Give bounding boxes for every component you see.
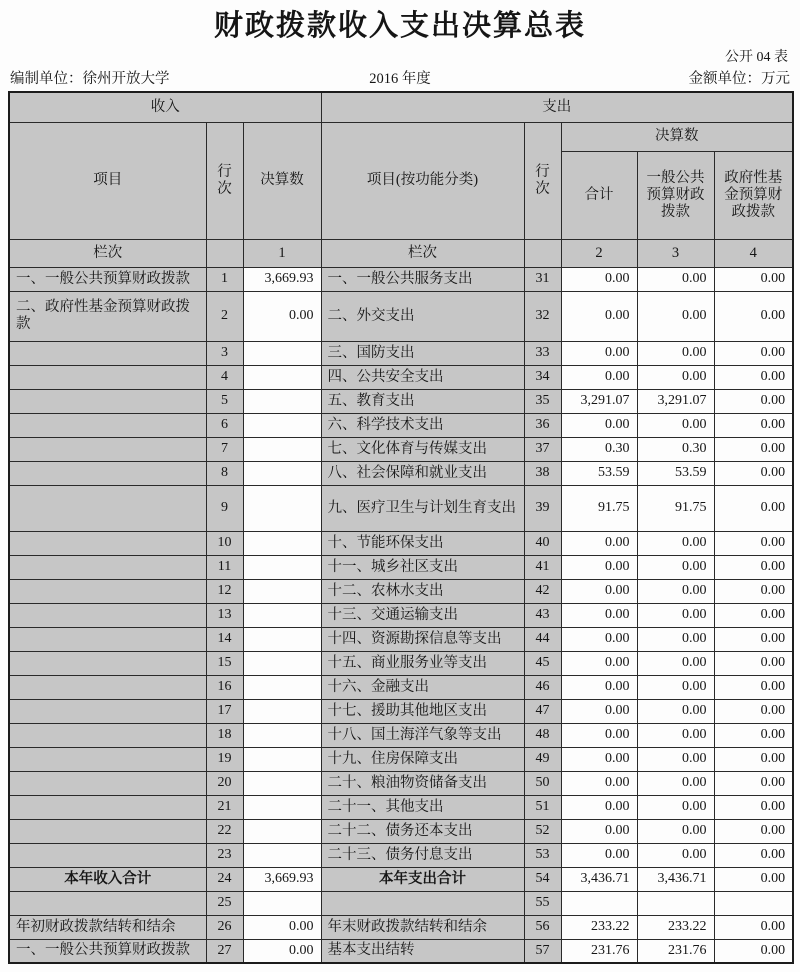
income-item-cell [9,437,206,461]
income-line-cell: 3 [206,341,243,365]
expense-item-cell: 基本支出结转 [321,939,524,963]
income-item-cell: 二、政府性基金预算财政拨款 [9,291,206,341]
expense-line-cell: 43 [524,603,561,627]
expense-general-budget-cell: 0.00 [637,819,714,843]
expense-line-cell: 45 [524,651,561,675]
expense-line-cell: 49 [524,747,561,771]
income-value-cell [243,555,321,579]
income-lanci-blank [206,239,243,267]
income-line-cell: 9 [206,485,243,531]
table-row [9,891,793,915]
expense-general-budget-cell: 0.00 [637,747,714,771]
expense-gov-fund-cell: 0.00 [714,675,793,699]
income-amount-header: 决算数 [243,122,321,239]
fiscal-year: 2016 年度 [369,71,431,88]
table-row [9,915,793,939]
income-line-cell: 22 [206,819,243,843]
main-table [8,91,794,964]
expense-general-budget-cell: 0.00 [637,291,714,341]
expense-item-cell: 二、外交支出 [321,291,524,341]
income-value-cell [243,485,321,531]
table-row [9,389,793,413]
income-item-cell [9,699,206,723]
expense-line-cell: 37 [524,437,561,461]
expense-gov-fund-cell [714,891,793,915]
expense-gov-fund-cell: 0.00 [714,867,793,891]
expense-gov-fund-cell: 0.00 [714,485,793,531]
sheet-number: 公开 04 表 [725,49,788,65]
expense-line-cell: 41 [524,555,561,579]
income-line-cell: 15 [206,651,243,675]
income-item-cell [9,555,206,579]
table-row [9,603,793,627]
income-value-cell [243,771,321,795]
expense-total-cell: 0.00 [561,555,637,579]
expense-line-cell: 51 [524,795,561,819]
table-row [9,819,793,843]
income-line-cell: 14 [206,627,243,651]
expense-item-cell: 十八、国土海洋气象等支出 [321,723,524,747]
table-row [9,437,793,461]
income-item-cell [9,843,206,867]
expense-line-cell: 39 [524,485,561,531]
expense-total-cell: 0.00 [561,651,637,675]
income-line-cell: 4 [206,365,243,389]
income-item-cell [9,891,206,915]
expense-total-cell: 231.76 [561,939,637,963]
expense-general-budget-cell: 0.00 [637,267,714,291]
income-line-cell: 8 [206,461,243,485]
income-value-cell [243,795,321,819]
expense-total-cell: 3,291.07 [561,389,637,413]
expense-item-cell: 年末财政拨款结转和结余 [321,915,524,939]
expense-general-budget-cell: 91.75 [637,485,714,531]
expense-line-cell: 36 [524,413,561,437]
meta-row [0,65,800,91]
income-value-cell [243,747,321,771]
expense-item-cell: 十二、农林水支出 [321,579,524,603]
expense-gov-fund-cell: 0.00 [714,461,793,485]
income-value-cell [243,531,321,555]
column-index-3: 3 [637,239,714,267]
table-row [9,771,793,795]
income-line-cell: 18 [206,723,243,747]
income-value-cell [243,723,321,747]
expense-total-cell: 0.00 [561,723,637,747]
expense-line-header: 行次 [524,122,561,239]
expense-total-cell: 3,436.71 [561,867,637,891]
expense-general-budget-cell: 3,436.71 [637,867,714,891]
expense-general-budget-cell: 0.00 [637,413,714,437]
prepared-by: 编制单位：徐州开放大学 [10,71,170,88]
expense-general-budget-cell: 0.00 [637,603,714,627]
expense-total-cell: 0.00 [561,365,637,389]
expense-lanci-blank [524,239,561,267]
gov-fund-header: 政府性基金预算财政拨款 [714,151,793,239]
expense-general-budget-cell: 0.00 [637,651,714,675]
income-line-cell: 2 [206,291,243,341]
expense-lanci-label: 栏次 [321,239,524,267]
table-row [9,939,793,963]
expense-line-cell: 54 [524,867,561,891]
income-value-cell [243,389,321,413]
table-row [9,555,793,579]
income-item-cell: 一、一般公共预算财政拨款 [9,267,206,291]
expense-general-budget-cell: 53.59 [637,461,714,485]
income-value-cell [243,627,321,651]
expense-gov-fund-cell: 0.00 [714,579,793,603]
income-item-header: 项目 [9,122,206,239]
expense-item-cell [321,891,524,915]
income-value-cell: 3,669.93 [243,267,321,291]
expense-item-cell: 三、国防支出 [321,341,524,365]
table-row [9,461,793,485]
expense-general-budget-cell: 3,291.07 [637,389,714,413]
expense-total-header: 合计 [561,151,637,239]
expense-item-cell: 十七、援助其他地区支出 [321,699,524,723]
expense-general-budget-cell: 231.76 [637,939,714,963]
expense-line-cell: 50 [524,771,561,795]
expense-item-cell: 十一、城乡社区支出 [321,555,524,579]
expense-total-cell: 0.30 [561,437,637,461]
expense-general-budget-cell: 0.00 [637,795,714,819]
expense-item-cell: 七、文化体育与传媒支出 [321,437,524,461]
income-value-cell: 0.00 [243,915,321,939]
income-section-header: 收入 [9,92,321,122]
income-item-cell [9,651,206,675]
expense-gov-fund-cell: 0.00 [714,531,793,555]
expense-item-cell: 十五、商业服务业等支出 [321,651,524,675]
expense-total-cell: 0.00 [561,341,637,365]
expense-total-cell: 0.00 [561,699,637,723]
expense-total-cell: 0.00 [561,291,637,341]
expense-gov-fund-cell: 0.00 [714,747,793,771]
expense-total-cell: 0.00 [561,413,637,437]
table-row [9,651,793,675]
expense-item-cell: 一、一般公共服务支出 [321,267,524,291]
expense-line-cell: 42 [524,579,561,603]
expense-gov-fund-cell: 0.00 [714,915,793,939]
income-value-cell: 3,669.93 [243,867,321,891]
expense-item-cell: 本年支出合计 [321,867,524,891]
expense-gov-fund-cell: 0.00 [714,699,793,723]
income-line-cell: 17 [206,699,243,723]
column-header-row-1 [9,122,793,151]
expense-gov-fund-cell: 0.00 [714,723,793,747]
expense-general-budget-cell: 0.00 [637,723,714,747]
expense-line-cell: 33 [524,341,561,365]
expense-total-cell: 91.75 [561,485,637,531]
income-item-cell [9,795,206,819]
expense-gov-fund-cell: 0.00 [714,651,793,675]
income-line-cell: 5 [206,389,243,413]
income-value-cell [243,699,321,723]
income-line-cell: 27 [206,939,243,963]
expense-line-cell: 57 [524,939,561,963]
expense-item-cell: 二十二、债务还本支出 [321,819,524,843]
expense-total-cell: 233.22 [561,915,637,939]
expense-line-cell: 35 [524,389,561,413]
table-row [9,843,793,867]
expense-total-cell: 0.00 [561,843,637,867]
expense-item-cell: 十三、交通运输支出 [321,603,524,627]
income-value-cell [243,437,321,461]
column-index-2: 2 [561,239,637,267]
income-line-cell: 16 [206,675,243,699]
income-line-cell: 10 [206,531,243,555]
expense-gov-fund-cell: 0.00 [714,603,793,627]
expense-general-budget-cell: 0.00 [637,843,714,867]
income-item-cell [9,579,206,603]
expense-total-cell: 0.00 [561,819,637,843]
general-budget-header: 一般公共预算财政拨款 [637,151,714,239]
expense-general-budget-cell: 0.00 [637,341,714,365]
expense-line-cell: 47 [524,699,561,723]
expense-line-cell: 55 [524,891,561,915]
income-line-cell: 12 [206,579,243,603]
income-line-cell: 25 [206,891,243,915]
income-value-cell [243,341,321,365]
income-item-cell [9,603,206,627]
expense-line-cell: 32 [524,291,561,341]
expense-total-cell: 0.00 [561,627,637,651]
expense-general-budget-cell: 0.00 [637,675,714,699]
expense-total-cell [561,891,637,915]
expense-item-cell: 九、医疗卫生与计划生育支出 [321,485,524,531]
table-row [9,723,793,747]
amount-unit: 金额单位：万元 [688,71,790,88]
income-item-cell [9,365,206,389]
expenditure-section-header: 支出 [321,92,793,122]
expense-item-cell: 十九、住房保障支出 [321,747,524,771]
expense-gov-fund-cell: 0.00 [714,267,793,291]
expense-gov-fund-cell: 0.00 [714,413,793,437]
expense-item-cell: 五、教育支出 [321,389,524,413]
expense-line-cell: 56 [524,915,561,939]
income-line-cell: 19 [206,747,243,771]
table-row [9,291,793,341]
table-row [9,699,793,723]
table-row [9,795,793,819]
expense-general-budget-cell: 0.00 [637,365,714,389]
expense-total-cell: 0.00 [561,747,637,771]
expense-general-budget-cell [637,891,714,915]
expense-line-cell: 44 [524,627,561,651]
income-line-cell: 26 [206,915,243,939]
income-item-cell [9,341,206,365]
income-value-cell [243,819,321,843]
table-row [9,341,793,365]
expense-total-cell: 0.00 [561,795,637,819]
income-value-cell: 0.00 [243,939,321,963]
column-index-1: 1 [243,239,321,267]
income-item-cell [9,723,206,747]
expense-item-cell: 十、节能环保支出 [321,531,524,555]
income-value-cell [243,579,321,603]
income-item-cell [9,485,206,531]
income-item-cell [9,747,206,771]
expense-gov-fund-cell: 0.00 [714,843,793,867]
expense-item-cell: 十六、金融支出 [321,675,524,699]
income-item-cell [9,675,206,699]
section-header-row [9,92,793,122]
income-line-cell: 13 [206,603,243,627]
expense-line-cell: 31 [524,267,561,291]
expense-gov-fund-cell: 0.00 [714,389,793,413]
expense-gov-fund-cell: 0.00 [714,939,793,963]
income-line-cell: 21 [206,795,243,819]
expense-general-budget-cell: 0.00 [637,771,714,795]
income-item-cell: 本年收入合计 [9,867,206,891]
income-item-cell [9,819,206,843]
expense-line-cell: 34 [524,365,561,389]
income-item-cell [9,771,206,795]
expense-item-cell: 八、社会保障和就业支出 [321,461,524,485]
income-item-cell: 一、一般公共预算财政拨款 [9,939,206,963]
expense-item-cell: 六、科学技术支出 [321,413,524,437]
table-row [9,579,793,603]
income-item-cell [9,627,206,651]
column-index-4: 4 [714,239,793,267]
income-value-cell [243,675,321,699]
expense-total-cell: 53.59 [561,461,637,485]
income-lanci-label: 栏次 [9,239,206,267]
expense-gov-fund-cell: 0.00 [714,771,793,795]
income-item-cell [9,389,206,413]
expense-gov-fund-cell: 0.00 [714,555,793,579]
table-header [9,92,793,267]
income-line-cell: 7 [206,437,243,461]
expense-line-cell: 53 [524,843,561,867]
income-value-cell [243,891,321,915]
income-value-cell [243,413,321,437]
income-value-cell [243,603,321,627]
expense-total-cell: 0.00 [561,267,637,291]
expense-gov-fund-cell: 0.00 [714,365,793,389]
expense-general-budget-cell: 0.00 [637,531,714,555]
expense-general-budget-cell: 0.00 [637,699,714,723]
expense-line-cell: 38 [524,461,561,485]
table-row [9,267,793,291]
expense-total-cell: 0.00 [561,603,637,627]
expense-total-cell: 0.00 [561,531,637,555]
income-line-cell: 11 [206,555,243,579]
income-item-cell [9,531,206,555]
income-line-cell: 1 [206,267,243,291]
expense-item-cell: 二十三、债务付息支出 [321,843,524,867]
expense-general-budget-cell: 0.30 [637,437,714,461]
income-value-cell [243,461,321,485]
income-value-cell [243,365,321,389]
column-index-row [9,239,793,267]
table-row [9,627,793,651]
expense-general-budget-cell: 0.00 [637,579,714,603]
expense-gov-fund-cell: 0.00 [714,795,793,819]
expense-general-budget-cell: 233.22 [637,915,714,939]
expense-line-cell: 40 [524,531,561,555]
expense-general-budget-cell: 0.00 [637,627,714,651]
expense-total-cell: 0.00 [561,771,637,795]
table-row [9,747,793,771]
income-item-cell [9,413,206,437]
page-title: 财政拨款收入支出决算总表 [213,10,586,42]
income-item-cell [9,461,206,485]
table-row [9,365,793,389]
expense-gov-fund-cell: 0.00 [714,291,793,341]
expense-total-cell: 0.00 [561,675,637,699]
table-row [9,485,793,531]
expense-amount-header: 决算数 [561,122,793,151]
table-row [9,413,793,437]
table-row [9,867,793,891]
expense-total-cell: 0.00 [561,579,637,603]
expense-line-cell: 46 [524,675,561,699]
expense-line-cell: 48 [524,723,561,747]
income-line-header: 行次 [206,122,243,239]
income-line-cell: 24 [206,867,243,891]
expense-item-header: 项目(按功能分类) [321,122,524,239]
expense-general-budget-cell: 0.00 [637,555,714,579]
table-row [9,531,793,555]
income-value-cell [243,651,321,675]
expense-item-cell: 二十一、其他支出 [321,795,524,819]
expense-gov-fund-cell: 0.00 [714,341,793,365]
income-value-cell: 0.00 [243,291,321,341]
table-body [9,267,793,963]
expense-gov-fund-cell: 0.00 [714,627,793,651]
expense-gov-fund-cell: 0.00 [714,819,793,843]
income-item-cell: 年初财政拨款结转和结余 [9,915,206,939]
expense-gov-fund-cell: 0.00 [714,437,793,461]
income-line-cell: 20 [206,771,243,795]
income-line-cell: 23 [206,843,243,867]
income-line-cell: 6 [206,413,243,437]
expense-line-cell: 52 [524,819,561,843]
expense-item-cell: 二十、粮油物资储备支出 [321,771,524,795]
table-row [9,675,793,699]
expense-item-cell: 四、公共安全支出 [321,365,524,389]
income-value-cell [243,843,321,867]
expense-item-cell: 十四、资源勘探信息等支出 [321,627,524,651]
